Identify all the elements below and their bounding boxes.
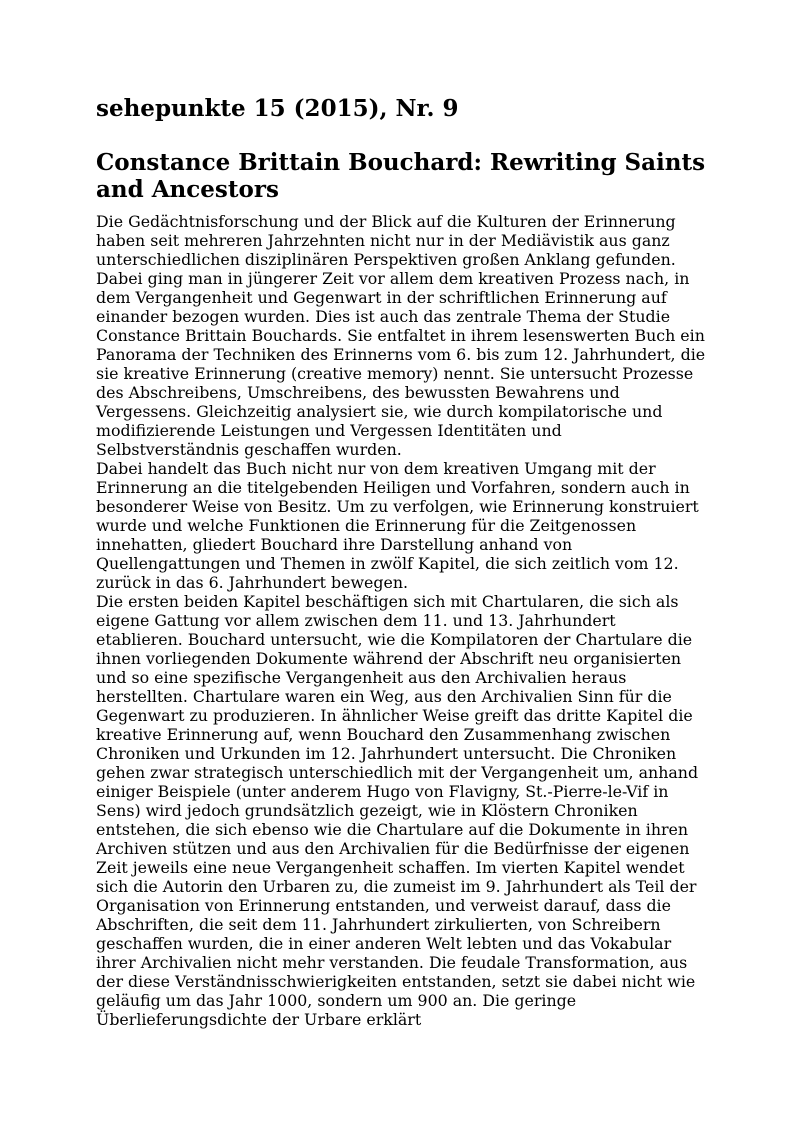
document-page bbox=[96, 95, 706, 1029]
body-paragraph: Die Gedächtnisforschung und der Blick auf die Kulturen der Erinnerung haben seit mehreren Jahrzehnten nicht nur in der Mediävistik aus ganz unterschiedlichen disziplinären Perspektiven großen Anklang gefunden. Dabei ging man in jüngerer Zeit vor allem dem kreativen Prozess nach, in dem Vergangenheit und Gegenwart in der schriftlichen Erinnerung auf einander bezogen wurden. Dies ist auch das zentrale Thema der Studie Constance Brittain Bouchards. Sie entfaltet in ihrem lesenswerten Buch ein Panorama der Techniken des Erinnerns vom 6. bis zum 12. Jahrhundert, die sie kreative Erinnerung (creative memory) nennt. Sie untersucht Prozesse des Abschreibens, Umschreibens, des bewussten Bewahrens und Vergessens. Gleichzeitig analysiert sie, wie durch kompilatorische und modifizierende Leistungen und Vergessen Identitäten und Selbstverständnis geschaffen wurden. bbox=[96, 211, 706, 459]
journal-issue-heading: sehepunkte 15 (2015), Nr. 9 bbox=[96, 95, 459, 122]
review-body bbox=[96, 212, 706, 1029]
body-paragraph: Dabei handelt das Buch nicht nur von dem kreativen Umgang mit der Erinnerung an die titelgebenden Heiligen und Vorfahren, sondern auch in besonderer Weise von Besitz. Um zu verfolgen, wie Erinnerung konstruiert wurde und welche Funktionen die Erinnerung für die Zeitgenossen innehatten, gliedert Bouchard ihre Darstellung anhand von Quellengattungen und Themen in zwölf Kapitel, die sich zeitlich vom 12. zurück in das 6. Jahrhundert bewegen. bbox=[96, 458, 699, 592]
body-paragraph: Die ersten beiden Kapitel beschäftigen sich mit Chartularen, die sich als eigene Gattung vor allem zwischen dem 11. und 13. Jahrhundert etablieren. Bouchard untersucht, wie die Kompilatoren der Chartulare die ihnen vorliegenden Dokumente während der Abschrift neu organisierten und so eine spezifische Vergangenheit aus den Archivalien heraus herstellten. Chartulare waren ein Weg, aus den Archivalien Sinn für die Gegenwart zu produzieren. In ähnlicher Weise greift das dritte Kapitel die kreative Erinnerung auf, wenn Bouchard den Zusammenhang zwischen Chroniken und Urkunden im 12. Jahrhundert untersucht. Die Chroniken gehen zwar strategisch unterschiedlich mit der Vergangenheit um, anhand einiger Beispiele (unter anderem Hugo von Flavigny, St.-Pierre-le-Vif in Sens) wird jedoch grundsätzlich gezeigt, wie in Klöstern Chroniken entstehen, die sich ebenso wie die Chartulare auf die Dokumente in ihren Archiven stützen und aus den Archivalien für die Bedürfnisse der eigenen Zeit jeweils eine neue Vergangenheit schaffen. Im vierten Kapitel wendet sich die Autorin den Urbaren zu, die zumeist im 9. Jahrhundert als Teil der Organisation von Erinnerung entstanden, und verweist darauf, dass die Abschriften, die seit dem 11. Jahrhundert zirkulierten, von Schreibern geschaffen wurden, die in einer anderen Welt lebten und das Vokabular ihrer Archivalien nicht mehr verstanden. Die feudale Transformation, aus der diese Verständnisschwierigkeiten entstanden, setzt sie dabei nicht wie geläufig um das Jahr 1000, sondern um 900 an. Die geringe Überlieferungsdichte der Urbare erklärt bbox=[96, 591, 699, 1029]
review-title: Constance Brittain Bouchard: Rewriting Saints and Ancestors bbox=[96, 148, 706, 204]
